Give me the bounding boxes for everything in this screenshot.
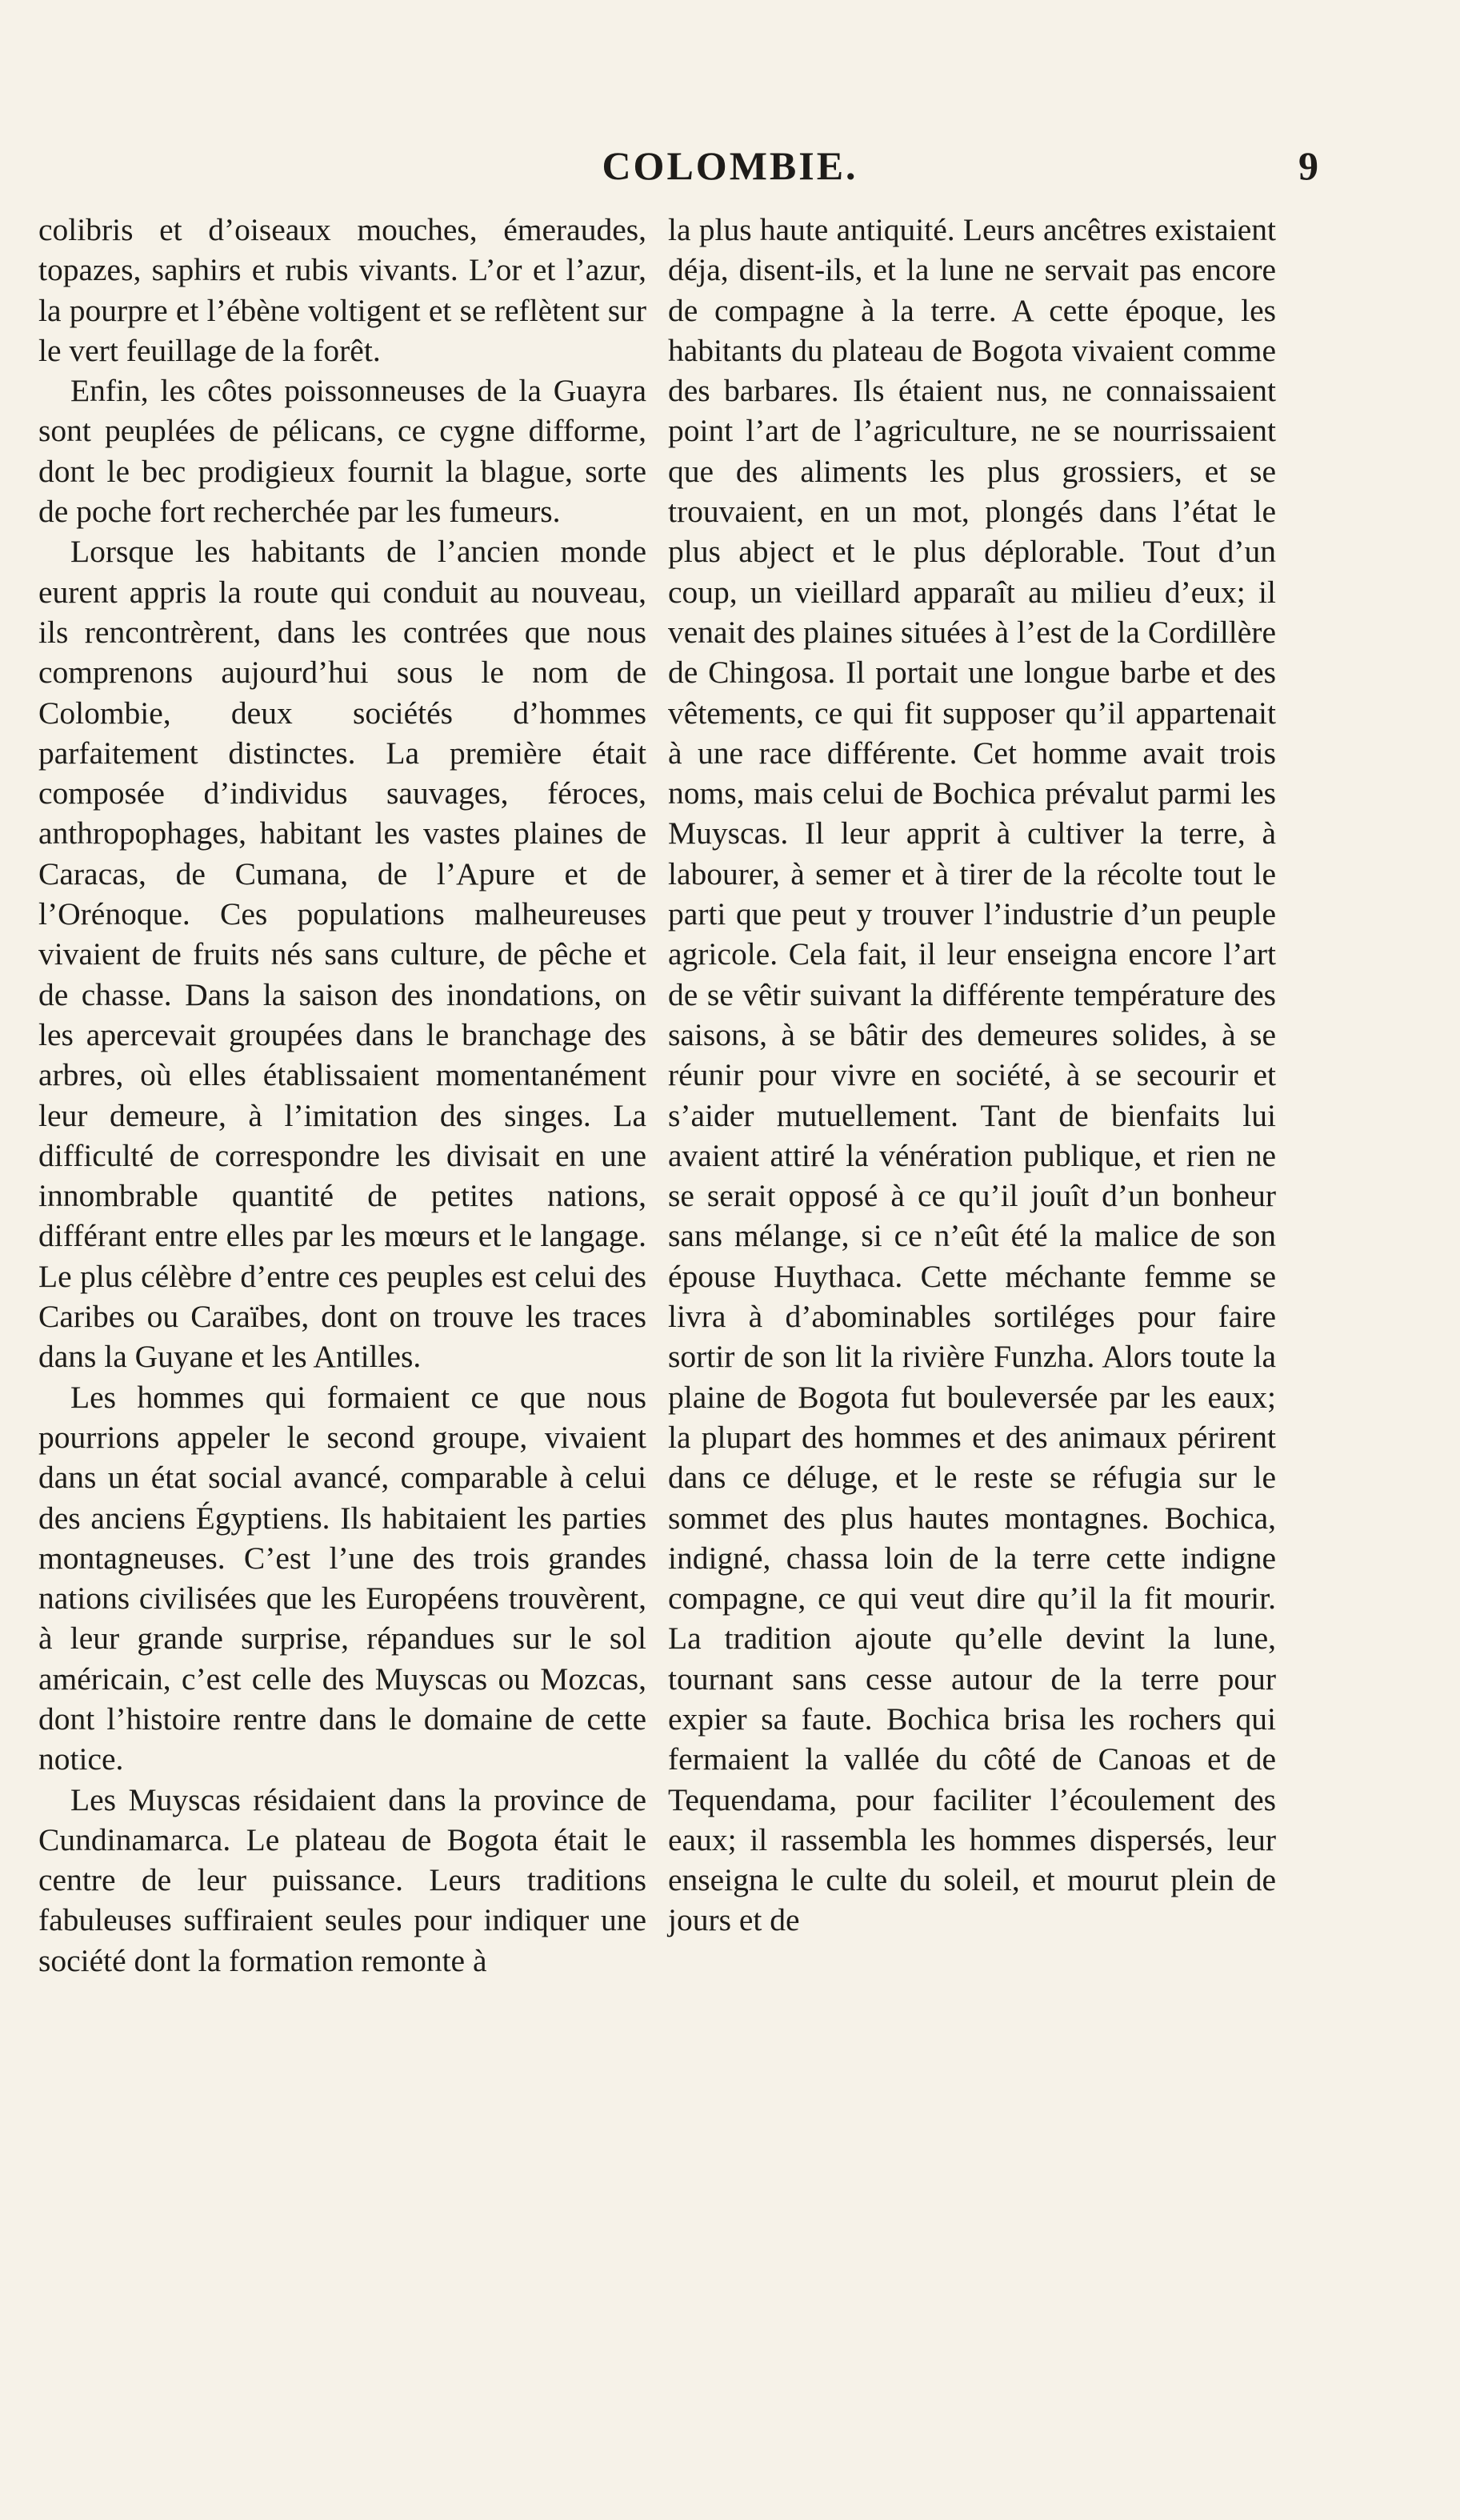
paragraph: Les Muyscas résidaient dans la province de Cundinamarca. Le plateau de Bogota était le centre de leur puissance. Leurs traditions fabuleuses suffiraient seules pour indiquer une société dont la formation remonte à (38, 1781, 646, 1978)
paragraph: la plus haute antiquité. Leurs ancêtres existaient déja, disent-ils, et la lune ne servait pas encore de compagne à la terre. A cette époque, les habitants du plateau de Bogota vivaient comme des barbares. Ils étaient nus, ne connaissaient point l’art de l’agriculture, ne se nourrissaient que des aliments les plus grossiers, et se trouvaient, en un mot, plongés dans l’état le plus abject et le plus déplorable. Tout d’un coup, un vieillard apparaît au milieu d’eux; il venait des plaines situées à l’est de la Cordillère de Chingosa. Il portait une longue barbe et des vêtements, ce qui fit supposer qu’il appartenait à une race différente. Cet homme avait trois noms, mais celui de Bochica prévalut parmi les Muyscas. Il leur apprit à cultiver la terre, à labourer, à semer et à tirer de la récolte tout le parti que peut y trouver l’industrie d’un peuple agricole. Cela fait, il leur enseigna encore l’art de se vêtir suivant la différente température des saisons, à se bâtir des demeures solides, à se réunir pour vivre en société, à se secourir et s’aider mutuellement. Tant de bienfaits lui avaient attiré la vénération publique, et rien ne se serait opposé à ce qu’il jouît d’un bonheur sans mélange, si ce n’eût été la malice de son épouse Huythaca. Cette méchante femme se livra à d’abominables sortiléges pour faire sortir de son lit la rivière Funzha. Alors toute la plaine de Bogota fut bouleversée par les eaux; la plupart des hommes et des animaux périrent dans ce déluge, et le reste se réfugia sur le sommet des plus hautes montagnes. Bochica, indigné, chassa loin de la terre cette indigne compagne, ce qui veut dire qu’il la fit mourir. La tradition ajoute qu’elle devint la lune, tournant sans cesse autour de la terre pour expier sa faute. Bochica brisa les rochers qui fermaient la vallée du côté de Canoas et de Tequendama, pour faciliter l’écoulement des eaux; il rassembla les hommes dispersés, leur enseigna le culte du soleil, et mourut plein de jours et de (668, 212, 1276, 1938)
paragraph: Enfin, les côtes poissonneuses de la Guayra sont peuplées de pélicans, ce cygne difforme, dont le bec prodigieux fournit la blague, sorte de poche fort recherchée par les fumeurs. (38, 373, 646, 530)
right-column (668, 210, 1276, 1941)
running-title: COLOMBIE. (602, 143, 858, 188)
paragraph: Lorsque les habitants de l’ancien monde eurent appris la route qui conduit au nouveau, ils rencontrèrent, dans les contrées que nous comprenons aujourd’hui sous le nom de Colombie, deux sociétés d’hommes parfaitement distinctes. La première était composée d’individus sauvages, féroces, anthropophages, habitant les vastes plaines de Caracas, de Cumana, de l’Apure et de l’Orénoque. Ces populations malheureuses vivaient de fruits nés sans culture, de pêche et de chasse. Dans la saison des inondations, on les apercevait groupées dans le branchage des arbres, où elles établissaient momentanément leur demeure, à l’imitation des singes. La difficulté de correspondre les divisait en une innombrable quantité de petites nations, différant entre elles par les mœurs et le langage. Le plus célèbre d’entre ces peuples est celui des Caribes ou Caraïbes, dont on trouve les traces dans la Guyane et les Antilles. (38, 534, 646, 1375)
left-column (38, 210, 646, 1981)
page-number: 9 (1298, 143, 1318, 188)
paragraph: Les hommes qui formaient ce que nous pourrions appeler le second groupe, vivaient dans un état social avancé, comparable à celui des anciens Égyptiens. Ils habitaient les parties montagneuses. C’est l’une des trois grandes nations civilisées que les Européens trouvèrent, à leur grande surprise, répandues sur le sol américain, c’est celle des Muyscas ou Mozcas, dont l’histoire rentre dans le domaine de cette notice. (38, 1379, 646, 1777)
page-header (0, 142, 1460, 198)
paragraph: colibris et d’oiseaux mouches, émeraudes, topazes, saphirs et rubis vivants. L’or et l’azur, la pourpre et l’ébène voltigent et se reflètent sur le vert feuillage de la forêt. (38, 212, 646, 368)
